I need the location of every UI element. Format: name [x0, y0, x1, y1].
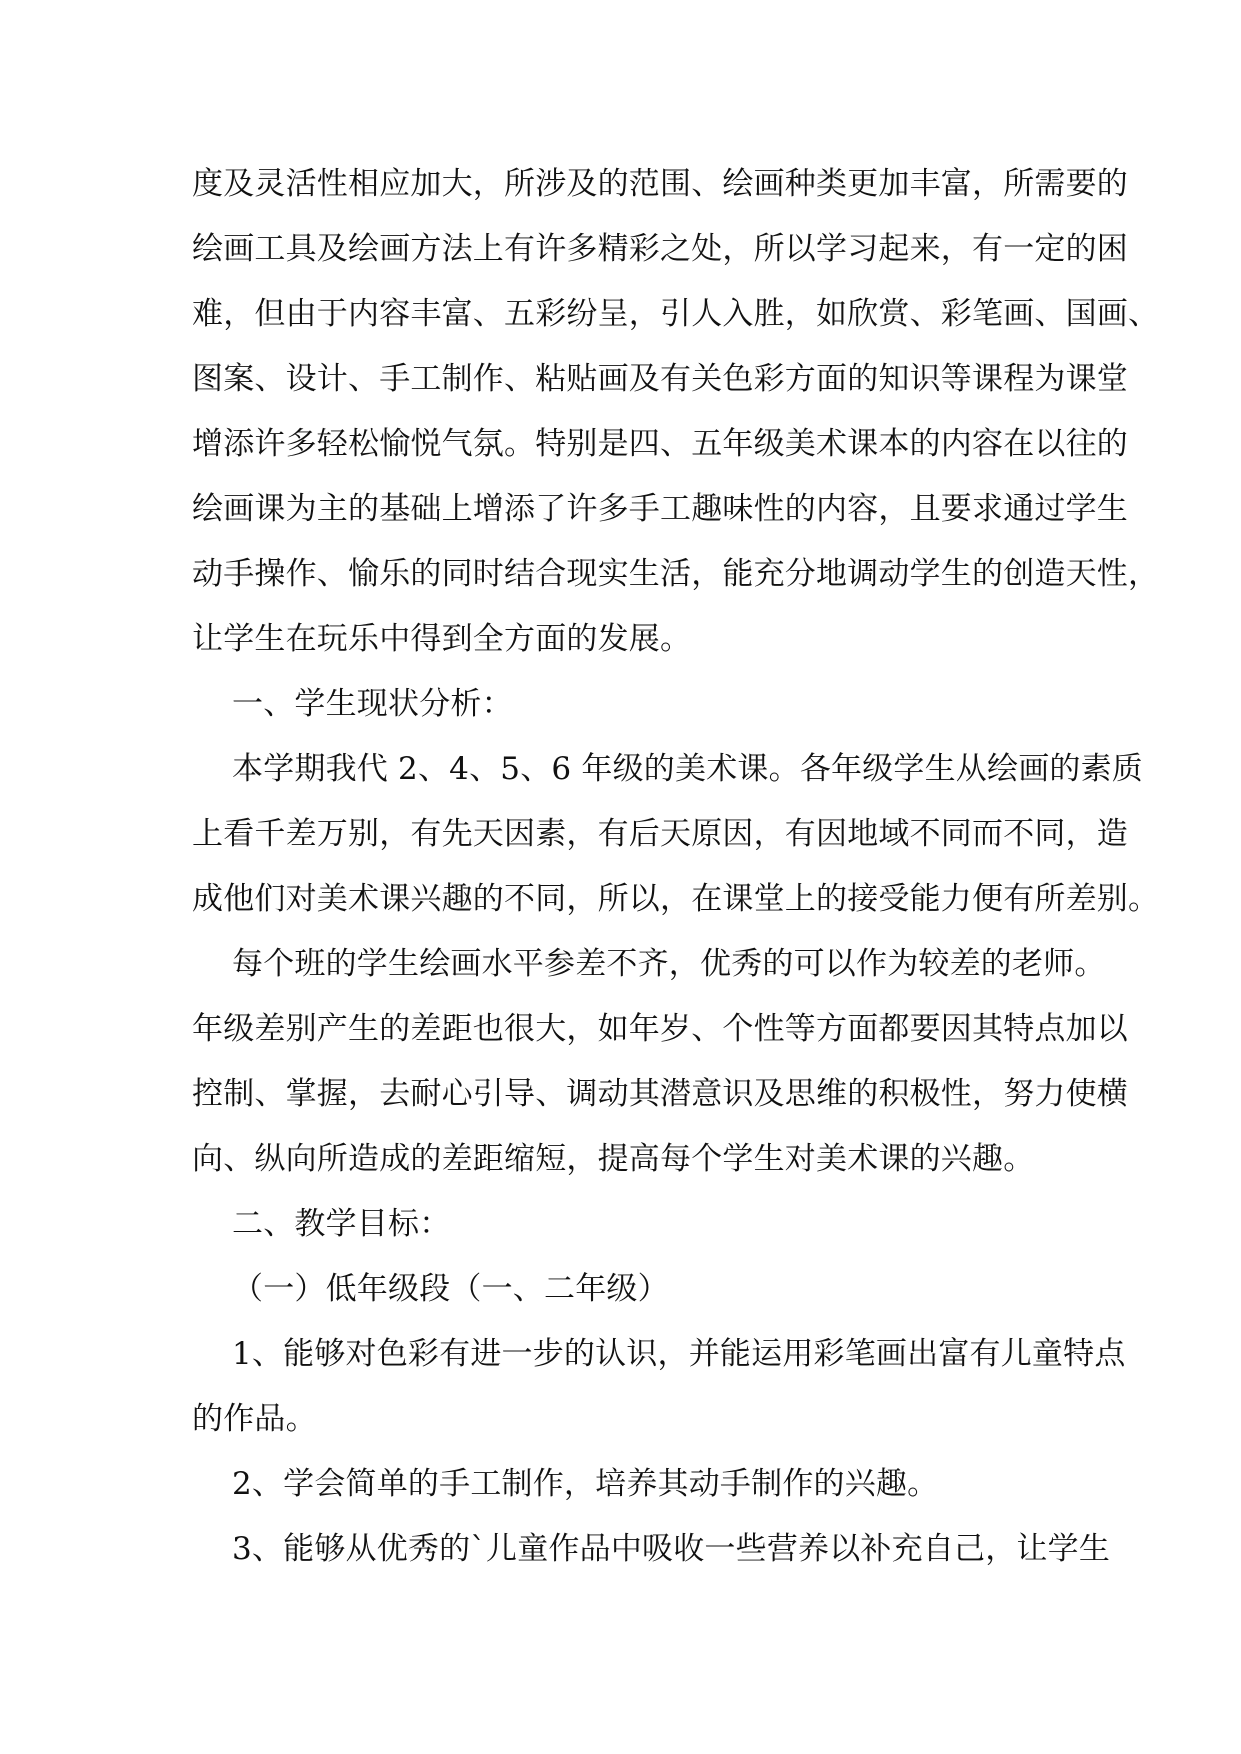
text-line: 控制、掌握，去耐心引导、调动其潜意识及思维的积极性，努力使横 — [192, 1076, 1128, 1112]
list-item-3: 3、能够从优秀的`儿童作品中吸收一些营养以补充自己，让学生 — [232, 1531, 1111, 1567]
text-line: 向、纵向所造成的差距缩短，提高每个学生对美术课的兴趣。 — [192, 1141, 1035, 1177]
text-line: 每个班的学生绘画水平参差不齐，优秀的可以作为较差的老师。 — [232, 946, 1106, 982]
list-item-1: 1、能够对色彩有进一步的认识，并能运用彩笔画出富有儿童特点 — [232, 1336, 1126, 1372]
sub-heading-lower-grades: （一）低年级段（一、二年级） — [232, 1271, 669, 1307]
text-line: 让学生在玩乐中得到全方面的发展。 — [192, 621, 692, 657]
text-line: 绘画工具及绘画方法上有许多精彩之处，所以学习起来，有一定的困 — [192, 231, 1128, 267]
text-line: 动手操作、愉乐的同时结合现实生活，能充分地调动学生的创造天性， — [192, 556, 1160, 592]
section-heading-teaching-goals: 二、教学目标： — [232, 1206, 451, 1242]
text-line: 难，但由于内容丰富、五彩纷呈，引人入胜，如欣赏、彩笔画、国画、 — [192, 296, 1160, 332]
text-line: 成他们对美术课兴趣的不同，所以，在课堂上的接受能力便有所差别。 — [192, 881, 1160, 917]
list-item-2: 2、学会简单的手工制作，培养其动手制作的兴趣。 — [232, 1466, 939, 1502]
text-line: 图案、设计、手工制作、粘贴画及有关色彩方面的知识等课程为课堂 — [192, 361, 1128, 397]
text-line: 上看千差万别，有先天因素，有后天原因，有因地域不同而不同，造 — [192, 816, 1128, 852]
document-body — [192, 152, 1160, 1582]
text-line: 绘画课为主的基础上增添了许多手工趣味性的内容，且要求通过学生 — [192, 491, 1128, 527]
text-line: 度及灵活性相应加大，所涉及的范围、绘画种类更加丰富，所需要的 — [192, 166, 1128, 202]
text-line: 年级差别产生的差距也很大，如年岁、个性等方面都要因其特点加以 — [192, 1011, 1128, 1047]
text-line: 增添许多轻松愉悦气氛。特别是四、五年级美术课本的内容在以往的 — [192, 426, 1128, 462]
section-heading-student-analysis: 一、学生现状分析： — [232, 686, 513, 722]
text-line: 的作品。 — [192, 1401, 317, 1437]
text-line: 本学期我代 2、4、5、6 年级的美术课。各年级学生从绘画的素质 — [232, 751, 1143, 787]
